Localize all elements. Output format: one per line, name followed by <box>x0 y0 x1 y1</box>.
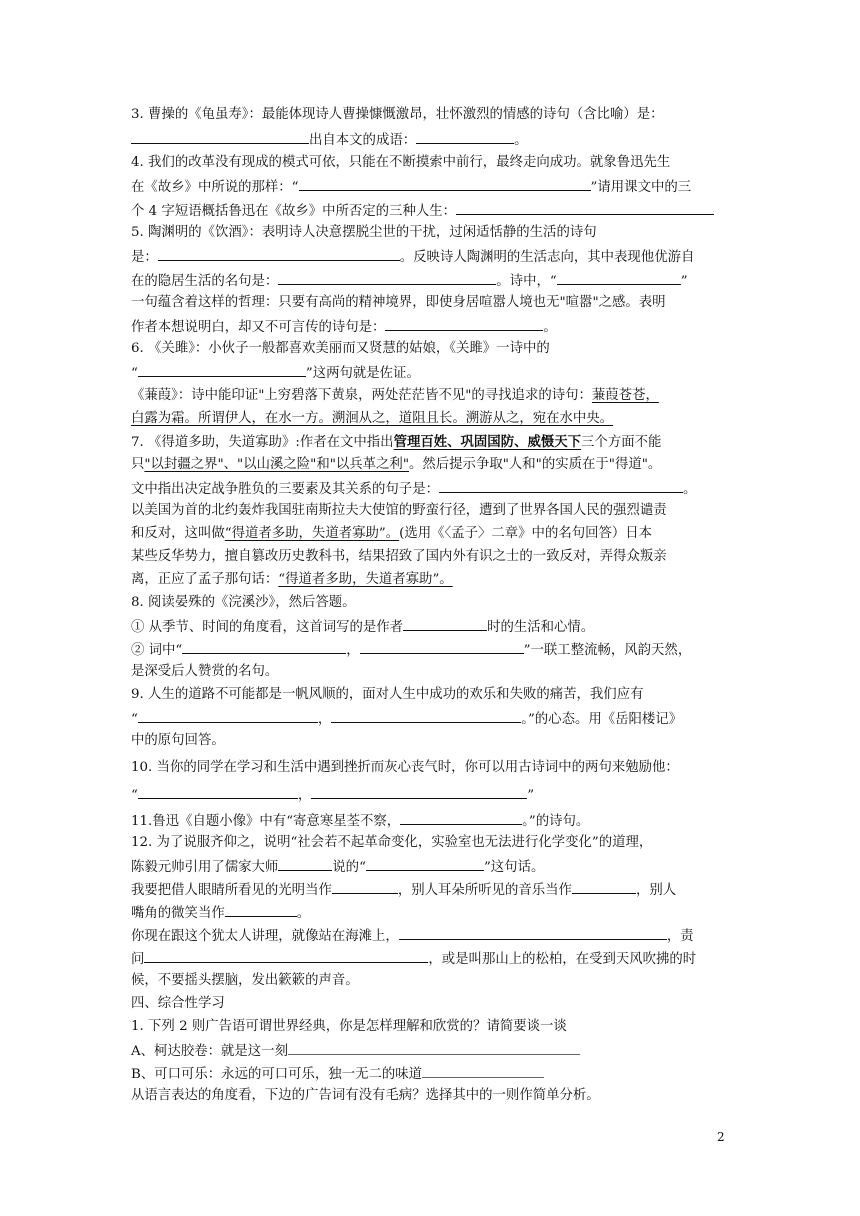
q5-line3: 在的隐居生活的名句是： 。诗中，“ ” <box>131 269 688 293</box>
q10-line1: 10. 当你的同学在学习和生活中遇到挫折而灰心丧气时，你可以用古诗词中的两句来勉励他： <box>131 760 679 775</box>
q12-line3: 我要把借人眼睛所看见的光明当作 ，别人耳朵所听见的音乐当作 ，别人 <box>131 878 676 902</box>
blank[interactable] <box>138 707 318 723</box>
blank[interactable] <box>278 269 496 285</box>
q7-line7: 离，正应了孟子那句话：“得道者多助，失道者寡助”。 <box>131 572 453 587</box>
q3-line2: 出自本文的成语： 。 <box>131 128 528 152</box>
q6-line2: “ ”这两句就是佐证。 <box>131 361 420 385</box>
q9-line2: “ ， 。”的心态。用《岳阳楼记》 <box>131 707 682 731</box>
blank[interactable] <box>400 809 522 825</box>
blank[interactable] <box>278 855 332 871</box>
blank[interactable] <box>572 878 636 894</box>
q4-line1: 4. 我们的改革没有现成的模式可依，只能在不断摸索中前行，最终走向成功。就象鲁迅先生 <box>131 155 671 170</box>
blank[interactable] <box>144 947 428 963</box>
page-number: 2 <box>717 1130 725 1144</box>
q6-jianjia-line2: 白露为霜。所谓伊人，在水一方。溯洄从之，道阻且长。溯游从之，宛在水中央。 <box>131 411 614 426</box>
q8-line4: 是深受后人赞赏的名句。 <box>131 664 279 679</box>
blank[interactable] <box>360 638 524 654</box>
section4-heading: 四、综合性学习 <box>131 996 225 1011</box>
q5-line2: 是： 。反映诗人陶渊明的生活志向，其中表现他优游自 <box>131 245 694 269</box>
blank[interactable] <box>456 199 714 215</box>
q4-line2: 在《故乡》中所说的那样：“ ”请用课文中的三 <box>131 175 691 199</box>
q7-line4: 以美国为首的北约轰炸我国驻南斯拉夫大使馆的野蛮行径，遭到了世界各国人民的强烈谴责 <box>131 503 667 518</box>
section4-last: 从语言表达的角度看，下边的广告词有没有毛病？选择其中的一则作简单分析。 <box>131 1088 600 1103</box>
section4-option-b: B、可口可乐：永远的可口可乐，独一无二的味道 <box>131 1062 544 1086</box>
blank[interactable] <box>439 477 683 493</box>
blank[interactable] <box>311 783 527 799</box>
q11-line1: 11.鲁迅《自题小像》中有“寄意寒星荃不察， 。”的诗句。 <box>131 809 589 833</box>
blank[interactable] <box>422 1062 544 1078</box>
blank[interactable] <box>138 783 298 799</box>
q8-line1: 8. 阅读晏殊的《浣溪沙》，然后答题。 <box>131 595 356 610</box>
q9-line1: 9. 人生的道路不可能都是一帆风顺的，面对人生中成功的欢乐和失败的痛苦，我们应有 <box>131 687 644 702</box>
q6-jianjia-line1: 《蒹葭》：诗中能印证"上穷碧落下黄泉，两处茫茫皆不见"的寻找追求的诗句：蒹葭苍苍， <box>131 388 659 403</box>
q8-line2: ① 从季节、时间的角度看，这首词写的是作者 时的生活和心情。 <box>131 615 594 639</box>
blank[interactable] <box>557 269 681 285</box>
q12-line1: 12. 为了说服齐仰之，说明“社会若不起革命变化，实验室也无法进行化学变化”的道理， <box>131 835 653 850</box>
blank[interactable] <box>332 878 398 894</box>
q7-line1: 7. 《得道多助，失道寡助》:作者在文中指出管理百姓、巩固国防、威慑天下三个方面不能 <box>131 434 662 450</box>
blank[interactable] <box>331 707 521 723</box>
q12-line5: 你现在跟这个犹太人讲理，就像站在海滩上， ，责 <box>131 924 694 948</box>
q7-line3: 文中指出决定战争胜负的三要素及其关系的句子是： 。 <box>131 477 696 501</box>
q12-line6: 问 ，或是叫那山上的松柏，在受到天风吹拂的时 <box>131 947 696 971</box>
q9-line3: 中的原句回答。 <box>131 733 225 748</box>
blank[interactable] <box>138 361 306 377</box>
q5-line5: 作者本想说明白，却又不可言传的诗句是： 。 <box>131 315 557 339</box>
q7-line2: 只"以封疆之界"、"以山溪之险"和"以兵革之利"。然后提示争取"人和"的实质在于"得道"。 <box>131 457 662 472</box>
q8-line3: ② 词中“ ， ”一联工整流畅，风韵天然， <box>131 638 691 662</box>
q4-line3: 个 4 字短语概括鲁迅在《故乡》中所否定的三种人生： <box>131 199 714 223</box>
q5-line4: 一句蕴含着这样的哲理：只要有高尚的精神境界，即使身居喧嚣人境也无"喧嚣"之感。表明 <box>131 295 666 310</box>
blank[interactable] <box>399 924 667 940</box>
blank[interactable] <box>225 901 297 917</box>
q12-line7: 候，不要摇头摆脑，发出簌簌的声音。 <box>131 973 359 988</box>
blank[interactable] <box>366 855 484 871</box>
blank[interactable] <box>385 315 543 331</box>
section4-q1: 1. 下列 2 则广告语可谓世界经典，你是怎样理解和欣赏的？请简要谈一谈 <box>131 1019 567 1034</box>
blank[interactable] <box>182 638 346 654</box>
q10-line2: “ ， ” <box>131 783 534 807</box>
blank[interactable] <box>416 128 514 144</box>
blank[interactable] <box>131 128 309 144</box>
blank[interactable] <box>299 175 591 191</box>
q7-line5: 和反对，这叫做“得道者多助，失道者寡助”。(选用《〈孟子〉二章》中的名句回答）日本 <box>131 526 653 541</box>
blank[interactable] <box>288 1039 580 1055</box>
blank[interactable] <box>158 245 400 261</box>
q7-line6: 某些反华势力，擅自篡改历史教科书，结果招致了国内外有识之士的一致反对，弄得众叛亲 <box>131 549 667 564</box>
q5-line1: 5. 陶渊明的《饮酒》：表明诗人决意摆脱尘世的干扰，过闲适恬静的生活的诗句 <box>131 225 597 240</box>
q12-line4: 嘴角的微笑当作 。 <box>131 901 310 925</box>
section4-option-a: A、柯达胶卷：就是这一刻 <box>131 1039 580 1063</box>
q6-line1: 6. 《关雎》：小伙子一般都喜欢美丽而又贤慧的姑娘，《关雎》一诗中的 <box>131 341 550 356</box>
q12-line2: 陈毅元帅引用了儒家大师 说的“ ”这句话。 <box>131 855 544 879</box>
q3-line1: 3. 曹操的《龟虽寿》：最能体现诗人曹操慷慨激昂，壮怀激烈的情感的诗句（含比喻）是： <box>131 107 664 122</box>
blank[interactable] <box>403 615 487 631</box>
